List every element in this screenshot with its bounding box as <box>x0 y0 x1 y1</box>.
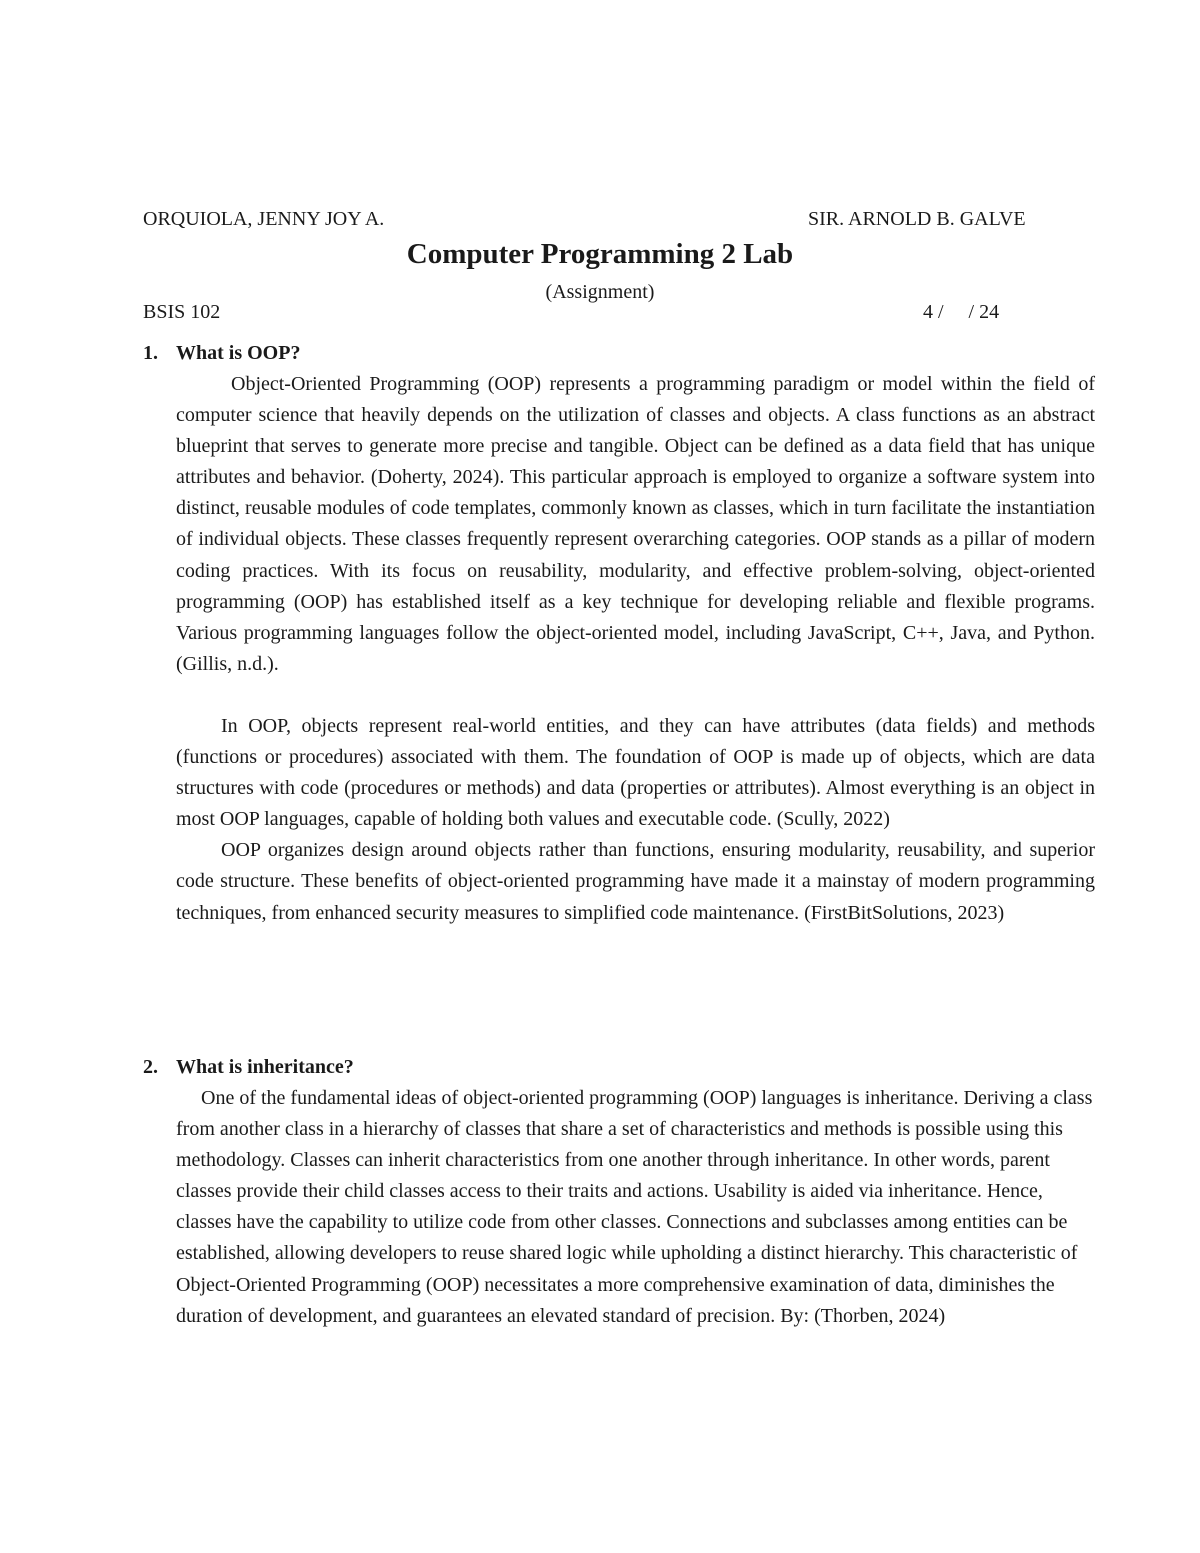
course-code: BSIS 102 <box>143 301 221 323</box>
paragraph-spacer <box>143 680 1095 711</box>
question-2-number: 2. <box>143 1056 158 1078</box>
question-1-paragraph-3: OOP organizes design around objects rather than functions, ensuring modularity, reusability, and superior code structure. These benefits of object-oriented programming have made it a mainstay of modern programming techniques, from enhanced security measures to simplified code maintenance. (FirstBitSolutions, 2023) <box>176 839 1095 924</box>
document-subtitle: (Assignment) <box>545 281 655 303</box>
instructor-name: SIR. ARNOLD B. GALVE <box>808 208 1026 230</box>
document-title: Computer Programming 2 Lab <box>406 238 794 270</box>
assignment-date: 4 / / 24 <box>923 301 1000 323</box>
question-2-paragraph-1: One of the fundamental ideas of object-oriented programming (OOP) languages is inheritance. Deriving a class from another class in a hierarchy of classes that share a set of characteristics and methods is possible using this methodology. Classes can inherit characteristics from one another through inheritance. In other words, parent classes provide their child classes access to their traits and actions. Usability is aided via inheritance. Hence, classes have the capability to utilize code from other classes. Connections and subclasses among entities can be established, allowing developers to reuse shared logic while upholding a distinct hierarchy. This characteristic of Object-Oriented Programming (OOP) necessitates a more comprehensive examination of data, diminishes the duration of development, and guarantees an elevated standard of precision. By: (Thorben, 2024) <box>176 1087 1093 1327</box>
question-2-title: What is inheritance? <box>176 1056 354 1078</box>
question-1-paragraph-1: Object-Oriented Programming (OOP) represents a programming paradigm or model within the field of computer science that heavily depends on the utilization of classes and objects. A class functions as an abstract blueprint that serves to generate more precise and tangible. Object can be defined as a data field that has unique attributes and behavior. (Doherty, 2024). This particular approach is employed to organize a software system into distinct, reusable modules of code templates, commonly known as classes, which in turn facilitate the instantiation of individual objects. These classes frequently represent overarching categories. OOP stands as a pillar of modern coding practices. With its focus on reusability, modularity, and effective problem-solving, object-oriented programming (OOP) has established itself as a key technique for developing reliable and flexible programs. Various programming languages follow the object-oriented model, including JavaScript, C++, Java, and Python. (Gillis, n.d.). <box>176 373 1095 675</box>
question-1-paragraph-2: In OOP, objects represent real-world entities, and they can have attributes (data fields) and methods (functions or procedures) associated with them. The foundation of OOP is made up of objects, which are data structures with code (procedures or methods) and data (properties or attributes). Almost everything is an object in most OOP languages, capable of holding both values and executable code. (Scully, 2022) <box>176 714 1095 831</box>
question-1-title: What is OOP? <box>176 342 301 364</box>
student-name: ORQUIOLA, JENNY JOY A. <box>143 208 385 230</box>
question-2-heading <box>143 1052 1095 1083</box>
question-1-heading <box>143 338 1095 369</box>
question-1-section <box>143 338 1095 929</box>
question-2-section <box>143 1052 1095 1332</box>
question-1-number: 1. <box>143 342 158 364</box>
